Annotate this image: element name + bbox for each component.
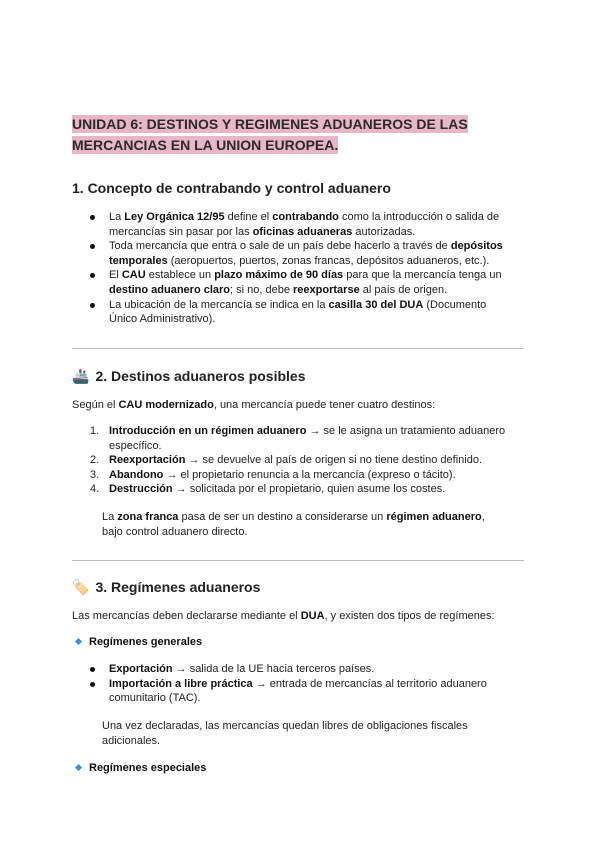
document-title: [72, 114, 492, 156]
regimenes-generales-heading: Regímenes generales: [76, 636, 202, 648]
section-3-intro: Las mercancías deben declararse mediante el DUA, y existen dos tipos de regímenes:: [72, 610, 495, 622]
list-item: El CAU establece un plazo máximo de 90 días para que la mercancía tenga un destino aduanero claro; si no, debe reexportarse al país de origen.: [90, 268, 510, 297]
list-item: 1. Introducción en un régimen aduanero → se le asigna un tratamiento aduanero específico.: [90, 425, 506, 452]
list-item: La Ley Orgánica 12/95 define el contrabando como la introducción o salida de mercancías sin pasar por las oficinas aduaneras autorizadas.: [90, 210, 510, 239]
ship-icon: 🚢: [72, 368, 90, 384]
title-line-2: MERCANCIAS EN LA UNION EUROPEA.: [72, 137, 339, 153]
regimenes-generales-note: Una vez declaradas, las mercancías quedan libres de obligaciones fiscales adicionales.: [102, 720, 468, 747]
list-item: La ubicación de la mercancía se indica en la casilla 30 del DUA (Documento Único Administrativo).: [90, 298, 510, 327]
section-3-heading: 🏷️ 3. Regímenes aduaneros: [72, 579, 261, 595]
divider: [72, 560, 524, 561]
section-1-heading: 1. Concepto de contrabando y control aduanero: [72, 180, 391, 196]
diamond-bullet-icon: [75, 764, 82, 771]
regimenes-generales-list: [90, 662, 510, 706]
section-2-intro: Según el CAU modernizado, una mercancía puede tener cuatro destinos:: [72, 399, 436, 411]
section-2-note: La zona franca pasa de ser un destino a considerarse un régimen aduanero, bajo control aduanero directo.: [102, 511, 485, 538]
title-line-1: UNIDAD 6: DESTINOS Y REGIMENES ADUANEROS DE LAS: [72, 116, 468, 132]
list-item: 2. Reexportación → se devuelve al país de origen si no tiene destino definido.: [90, 454, 483, 467]
list-item: 3. Abandono → el propietario renuncia a la mercancía (expreso o tácito).: [90, 468, 456, 481]
diamond-bullet-icon: [75, 638, 82, 645]
section-2-list: [90, 424, 510, 497]
list-item: 4. Destrucción → solicitada por el propietario, quien asume los costes.: [90, 483, 446, 496]
regimenes-especiales-heading: Regímenes especiales: [76, 762, 206, 774]
label-tag-icon: 🏷️: [72, 579, 90, 595]
list-item: Toda mercancía que entra o sale de un país debe hacerlo a través de depósitos temporales (aeropuertos, puertos, zonas francas, depósitos aduaneros, etc.).: [90, 239, 510, 268]
section-1-list: [90, 210, 510, 327]
divider: [72, 348, 524, 349]
list-item: Exportación → salida de la UE hacia terceros países.: [90, 662, 510, 677]
list-item: Importación a libre práctica → entrada de mercancías al territorio aduanero comunitario (TAC).: [90, 677, 510, 706]
section-2-heading: 🚢 2. Destinos aduaneros posibles: [72, 368, 306, 384]
